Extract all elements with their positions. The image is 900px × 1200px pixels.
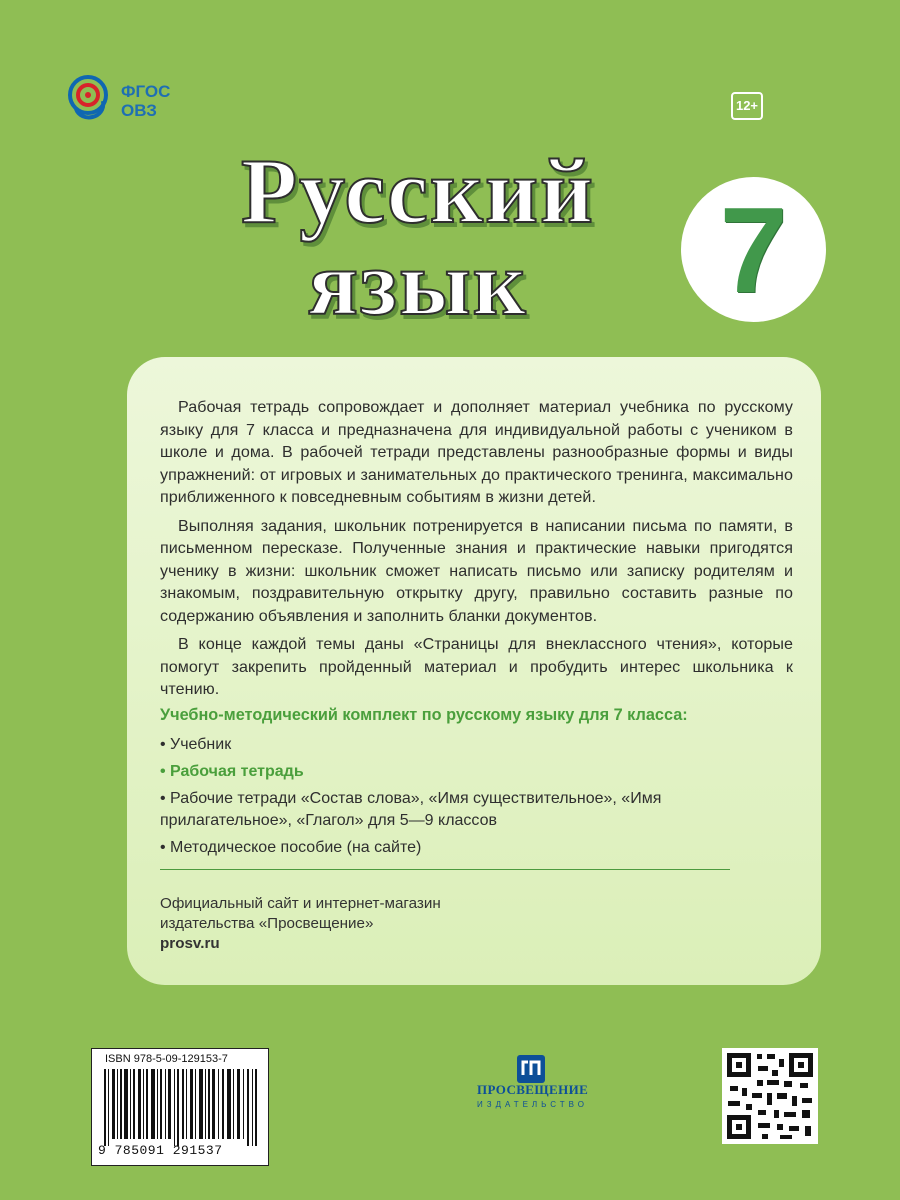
- divider-line: [160, 869, 730, 870]
- title-line-2: язык: [308, 232, 528, 330]
- isbn-number: ISBN 978-5-09-129153-7: [105, 1053, 228, 1065]
- publisher-subtitle: ИЗДАТЕЛЬСТВО: [477, 1100, 588, 1109]
- age-rating-badge: 12+: [731, 92, 763, 120]
- learning-set-list: [160, 734, 770, 864]
- publisher-name: ПРОСВЕЩЕНИЕ: [477, 1082, 589, 1097]
- publisher-logo-icon: [517, 1055, 545, 1083]
- set-item-manual: • Методическое пособие (на сайте): [160, 839, 422, 856]
- site-info-line-1: Официальный сайт и интернет-магазин: [160, 895, 441, 912]
- publisher-logo: [477, 1082, 587, 1109]
- logo-line-1: ФГОС: [121, 82, 171, 101]
- set-item-workbook: • Рабочая тетрадь: [160, 763, 304, 780]
- qr-code-icon[interactable]: [722, 1048, 818, 1144]
- barcode-icon: [104, 1069, 258, 1146]
- logo-line-2: ОВЗ: [121, 101, 157, 120]
- description-text: [160, 396, 793, 707]
- book-title: [168, 140, 668, 330]
- set-item-topic-workbooks: • Рабочие тетради «Состав слова», «Имя существительное», «Имя прилагательное», «Глагол» для 5—9 классов: [160, 790, 662, 829]
- grade-number: 7: [681, 177, 826, 322]
- website-link[interactable]: prosv.ru: [160, 935, 220, 952]
- learning-set-title: Учебно-методический комплект по русскому языку для 7 класса:: [160, 706, 688, 724]
- barcode-digits: 9 785091 291537: [98, 1143, 223, 1158]
- site-info-line-2: издательства «Просвещение»: [160, 915, 374, 932]
- set-item-textbook: • Учебник: [160, 736, 232, 753]
- description-paragraph-2: Выполняя задания, школьник потренируется в написании письма по памяти, в письменном пересказе. Полученные знания и практические навыки пригодятся ученику в жизни: школьник сможет написать письмо или записку родителям и знакомым, поздравительную открытку другу, правильно составить разные по содержанию объявления и заполнить бланки документов.: [160, 516, 793, 625]
- isbn-barcode: [91, 1048, 269, 1166]
- description-paragraph-3: В конце каждой темы даны «Страницы для внеклассного чтения», которые помогут закрепить пройденный материал и пробудить интерес школьника к чтению.: [160, 635, 793, 698]
- publisher-site-info: [160, 894, 441, 954]
- title-line-1: Русский: [240, 140, 596, 242]
- fgos-logo-text: [121, 82, 170, 120]
- description-paragraph-1: Рабочая тетрадь сопровождает и дополняет материал учебника по русскому языку для 7 класса и предназначена для индивидуальной работы с учеником в школе и дома. В рабочей тетради представлены разнообразные формы и виды упражнений: от игровых и занимательных до практического тренинга, максимально приближенного к повседневным событиям в жизни детей.: [160, 398, 793, 506]
